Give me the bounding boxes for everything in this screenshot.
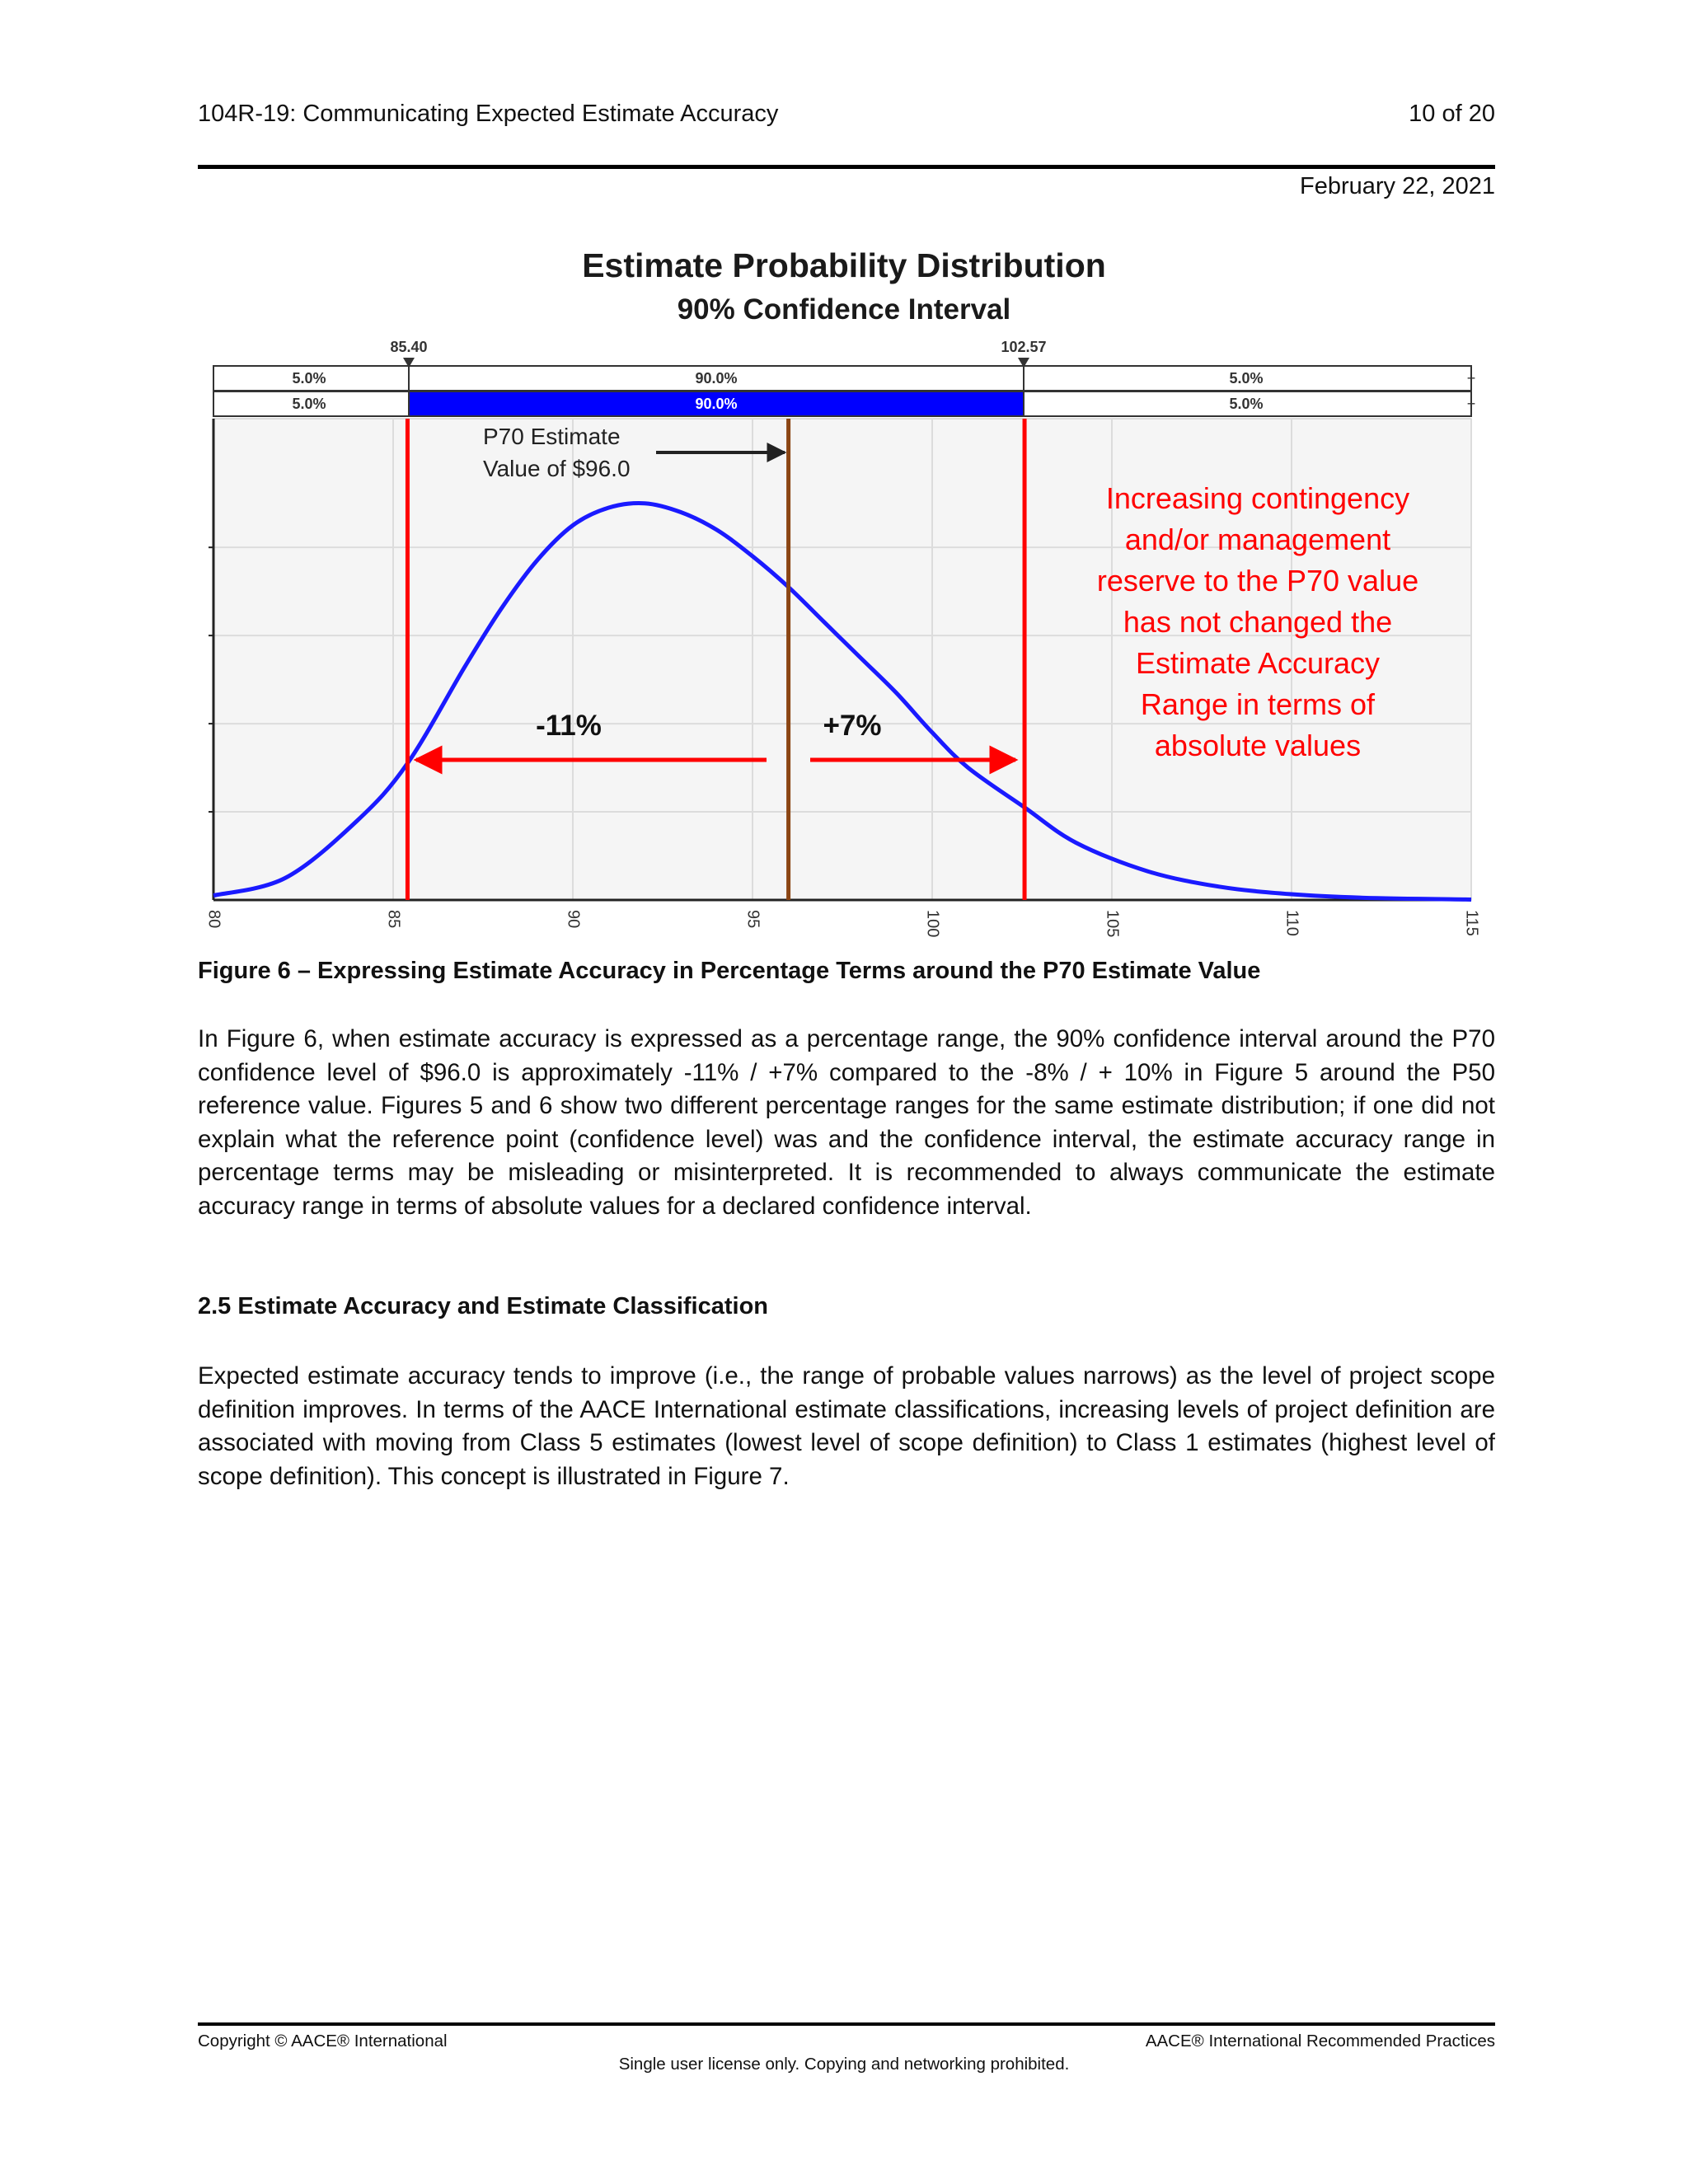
p70-label-line1: P70 Estimate — [483, 424, 621, 449]
minus-pct-label: -11% — [536, 710, 602, 742]
svg-text:+: + — [1466, 396, 1476, 412]
section-heading: 2.5 Estimate Accuracy and Estimate Classification — [198, 1293, 768, 1319]
estimate-distribution-chart — [0, 0, 1688, 956]
x-tick-label: 100 — [923, 910, 942, 938]
x-tick-label: 85 — [384, 910, 403, 929]
top-mid-pct: 90.0% — [695, 370, 738, 387]
bottom-mid-pct: 90.0% — [695, 396, 738, 412]
note-line: Increasing contingency — [1105, 481, 1410, 515]
bottom-left-pct: 5.0% — [292, 396, 326, 412]
chart-subtitle: 90% Confidence Interval — [677, 293, 1011, 326]
note-line: reserve to the P70 value — [1096, 564, 1419, 598]
top-left-pct: 5.0% — [292, 370, 326, 387]
chart-title: Estimate Probability Distribution — [582, 246, 1106, 284]
doc-date: February 22, 2021 — [1300, 173, 1495, 199]
page-number: 10 of 20 — [1409, 101, 1495, 127]
paragraph-estimate-classification: Expected estimate accuracy tends to improve (i.e., the range of probable values narrows) as the level of project scope definition improves. In terms of the AACE International estimate classifications, increasing levels of project definition are associated with moving from Class 5 estimates (lowest level of scope definition) to Class 1 estimates (highest level of scope definition). This concept is illustrated in Figure 7. — [198, 1362, 1495, 1490]
x-tick-label: 105 — [1103, 910, 1122, 938]
bottom-right-pct: 5.0% — [1229, 396, 1264, 412]
footer-copyright: Copyright © AACE® International — [198, 2032, 448, 2050]
doc-title: 104R-19: Communicating Expected Estimate Accuracy — [198, 101, 779, 127]
footer-license: Single user license only. Copying and networking prohibited. — [618, 2055, 1070, 2074]
left-delimiter-value: 85.40 — [390, 339, 428, 355]
paragraph-figure-6: In Figure 6, when estimate accuracy is expressed as a percentage range, the 90% confidence interval around the P70 confidence level of $96.0 is approximately -11% / +7% compared to the -8% / + 10% in Figure 5 around the P50 reference value. Figures 5 and 6 show two different percentage ranges for the same estimate distribution; if one did not explain what the reference point (confidence level) was and the confidence interval, the estimate accuracy range in percentage terms may be misleading or misinterpreted. It is recommended to always communicate the estimate accuracy range in terms of absolute values for a declared confidence interval. — [198, 1025, 1495, 1220]
svg-text:+: + — [1466, 370, 1476, 387]
x-tick-label: 95 — [743, 910, 762, 929]
x-tick-label: 90 — [564, 910, 583, 929]
footer-rule — [198, 2022, 1495, 2026]
x-tick-label: 80 — [204, 910, 223, 929]
note-line: Estimate Accuracy — [1135, 646, 1381, 680]
right-delimiter-value: 102.57 — [1001, 339, 1047, 355]
note-line: and/or management — [1124, 523, 1391, 556]
figure-caption: Figure 6 – Expressing Estimate Accuracy in Percentage Terms around the P70 Estimate Value — [198, 958, 1261, 984]
x-axis-tick-labels — [205, 910, 1481, 937]
note-line: has not changed the — [1123, 605, 1393, 639]
contingency-note — [1097, 481, 1418, 762]
p70-label-line2: Value of $96.0 — [483, 456, 631, 481]
x-tick-label: 115 — [1462, 910, 1481, 936]
x-tick-label: 110 — [1282, 910, 1301, 936]
percentage-bars — [213, 366, 1475, 416]
note-line: absolute values — [1154, 729, 1362, 762]
top-right-pct: 5.0% — [1229, 370, 1264, 387]
note-line: Range in terms of — [1140, 687, 1376, 721]
plus-pct-label: +7% — [823, 710, 882, 742]
footer-series: AACE® International Recommended Practices — [1145, 2032, 1495, 2050]
